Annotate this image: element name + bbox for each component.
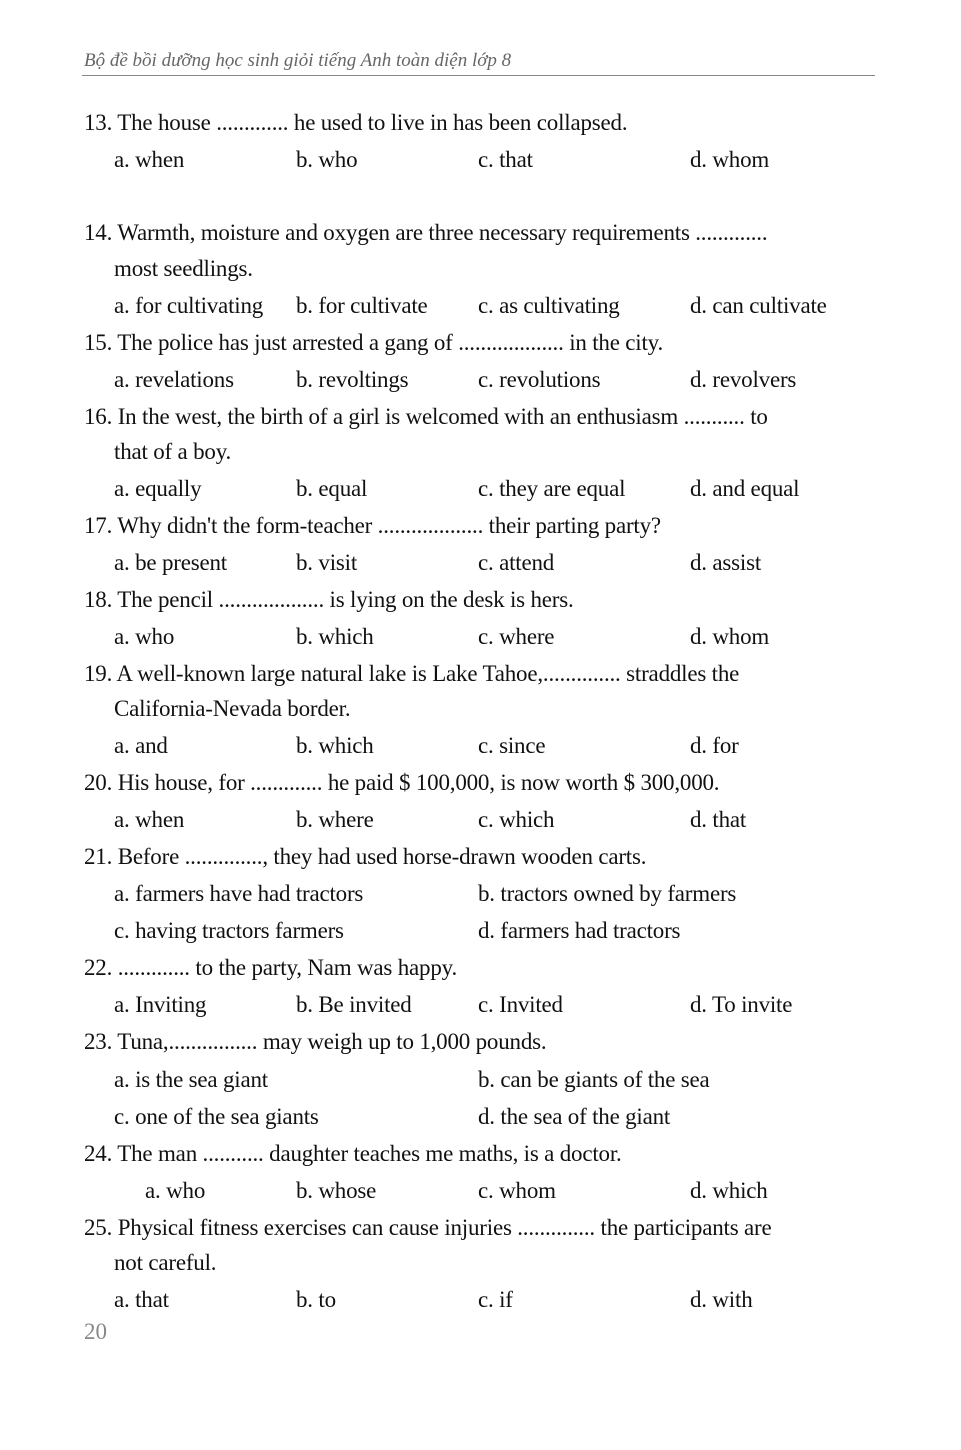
option: d. the sea of the giant — [478, 1104, 671, 1129]
option: b. can be giants of the sea — [478, 1067, 710, 1092]
option: b. revoltings — [296, 367, 409, 392]
option: b. to — [296, 1287, 336, 1312]
option: b. tractors owned by farmers — [478, 881, 737, 906]
question-stem: 22. ............. to the party, Nam was happy. — [84, 955, 457, 980]
option: a. farmers have had tractors — [114, 881, 364, 906]
question-stem: 20. His house, for ............. he paid $ 100,000, is now worth $ 300,000. — [84, 770, 720, 795]
option: c. Invited — [478, 992, 563, 1017]
option: b. which — [296, 733, 374, 758]
option: c. as cultivating — [478, 293, 620, 318]
option: b. Be invited — [296, 992, 412, 1017]
option: b. who — [296, 147, 358, 172]
question-stem: 13. The house ............. he used to live in has been collapsed. — [84, 110, 628, 135]
question-stem: 25. Physical fitness exercises can cause injuries .............. the participants are — [84, 1215, 772, 1240]
running-header: Bộ đề bồi dưỡng học sinh giỏi tiếng Anh toàn diện lớp 8 — [84, 50, 512, 71]
option: c. if — [478, 1287, 513, 1312]
option: c. they are equal — [478, 476, 626, 501]
option: d. whom — [690, 147, 770, 172]
question-stem: 18. The pencil ................... is lying on the desk is hers. — [84, 587, 574, 612]
question-stem: 15. The police has just arrested a gang of ................... in the city. — [84, 330, 664, 355]
option: d. revolvers — [690, 367, 797, 392]
option: a. who — [145, 1178, 206, 1203]
option: a. for cultivating — [114, 293, 264, 318]
option: d. whom — [690, 624, 770, 649]
question-stem: that of a boy. — [114, 439, 232, 464]
question-stem: not careful. — [114, 1250, 217, 1275]
option: a. who — [114, 624, 175, 649]
option: c. attend — [478, 550, 555, 575]
option: a. be present — [114, 550, 227, 575]
option: a. Inviting — [114, 992, 207, 1017]
option: d. for — [690, 733, 739, 758]
option: c. since — [478, 733, 546, 758]
header-divider — [82, 75, 875, 76]
option: a. when — [114, 807, 185, 832]
option: d. with — [690, 1287, 753, 1312]
option: b. for cultivate — [296, 293, 428, 318]
option: c. revolutions — [478, 367, 601, 392]
option: a. is the sea giant — [114, 1067, 268, 1092]
question-stem: 19. A well-known large natural lake is Lake Tahoe,.............. straddles the — [84, 661, 740, 686]
option: c. that — [478, 147, 533, 172]
option: c. having tractors farmers — [114, 918, 344, 943]
option: a. and — [114, 733, 168, 758]
option: a. revelations — [114, 367, 234, 392]
option: a. equally — [114, 476, 202, 501]
question-stem: 21. Before .............., they had used horse-drawn wooden carts. — [84, 844, 647, 869]
option: c. one of the sea giants — [114, 1104, 319, 1129]
option: d. To invite — [690, 992, 793, 1017]
option: b. where — [296, 807, 374, 832]
question-stem: 24. The man ........... daughter teaches me maths, is a doctor. — [84, 1141, 622, 1166]
option: c. whom — [478, 1178, 556, 1203]
question-stem: 17. Why didn't the form-teacher ................... their parting party? — [84, 513, 661, 538]
option: b. equal — [296, 476, 368, 501]
question-stem: most seedlings. — [114, 256, 253, 281]
option: d. that — [690, 807, 747, 832]
page-number: 20 — [84, 1319, 107, 1344]
option: b. whose — [296, 1178, 377, 1203]
option: a. that — [114, 1287, 169, 1312]
option: d. can cultivate — [690, 293, 827, 318]
option: d. assist — [690, 550, 762, 575]
option: d. farmers had tractors — [478, 918, 681, 943]
option: b. visit — [296, 550, 358, 575]
question-stem: 16. In the west, the birth of a girl is welcomed with an enthusiasm ........... to — [84, 404, 768, 429]
question-stem: California-Nevada border. — [114, 696, 351, 721]
option: d. and equal — [690, 476, 800, 501]
option: b. which — [296, 624, 374, 649]
question-stem: 23. Tuna,................ may weigh up to 1,000 pounds. — [84, 1029, 547, 1054]
option: a. when — [114, 147, 185, 172]
option: c. where — [478, 624, 555, 649]
option: c. which — [478, 807, 555, 832]
question-stem: 14. Warmth, moisture and oxygen are three necessary requirements ............. — [84, 220, 768, 245]
option: d. which — [690, 1178, 768, 1203]
